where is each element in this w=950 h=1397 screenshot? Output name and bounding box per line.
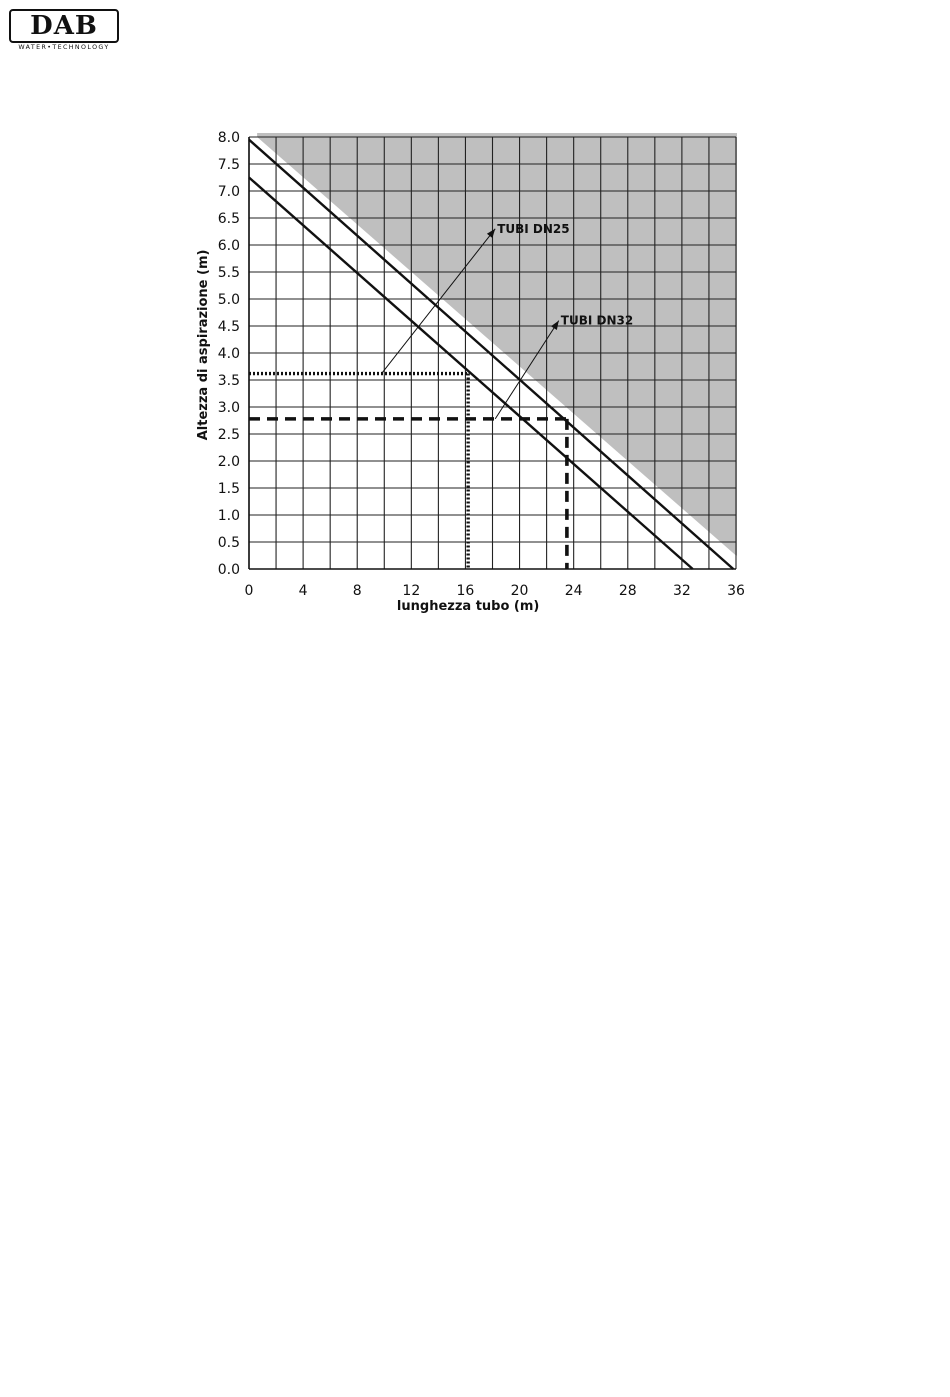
y-tick-label: 4.5 [217,319,240,335]
x-tick-label: 28 [618,583,637,599]
y-tick-label: 0.5 [217,535,240,551]
y-tick-label: 7.0 [217,184,240,200]
x-tick-label: 20 [510,583,529,599]
y-tick-label: 4.0 [217,346,240,362]
y-tick-label: 3.5 [217,373,240,389]
y-tick-label: 5.5 [217,265,240,281]
y-tick-label: 0.0 [217,562,240,578]
y-tick-label: 1.5 [217,481,240,497]
x-tick-label: 0 [244,583,254,599]
forbidden-area-layer [257,133,737,556]
y-tick-label: 6.0 [217,238,240,254]
y-tick-label: 7.5 [217,157,240,173]
y-axis-title: Altezza di aspirazione (m) [196,249,211,441]
x-tick-label: 36 [727,583,745,599]
x-tick-label: 32 [672,583,691,599]
x-axis-title: lunghezza tubo (m) [396,599,540,614]
y-tick-label: 6.5 [217,211,240,227]
suction-height-chart [0,0,950,640]
annotation-label-dn32: TUBI DN32 [560,313,634,328]
y-tick-label: 2.0 [217,454,240,470]
x-tick-label: 12 [402,583,421,599]
x-tick-label: 16 [456,583,475,599]
y-tick-label: 8.0 [217,130,240,146]
y-tick-label: 1.0 [217,508,240,524]
x-tick-label: 24 [564,583,583,599]
y-tick-label: 3.0 [217,400,240,416]
y-tick-label: 5.0 [217,292,240,308]
forbidden-area [257,133,737,556]
brand-name: DAB [30,11,98,41]
y-tick-label: 2.5 [217,427,240,443]
x-tick-label: 8 [352,583,362,599]
annotation-label-dn25: TUBI DN25 [497,221,570,236]
brand-tagline: WATER•TECHNOLOGY [18,44,110,51]
x-tick-label: 4 [298,583,308,599]
